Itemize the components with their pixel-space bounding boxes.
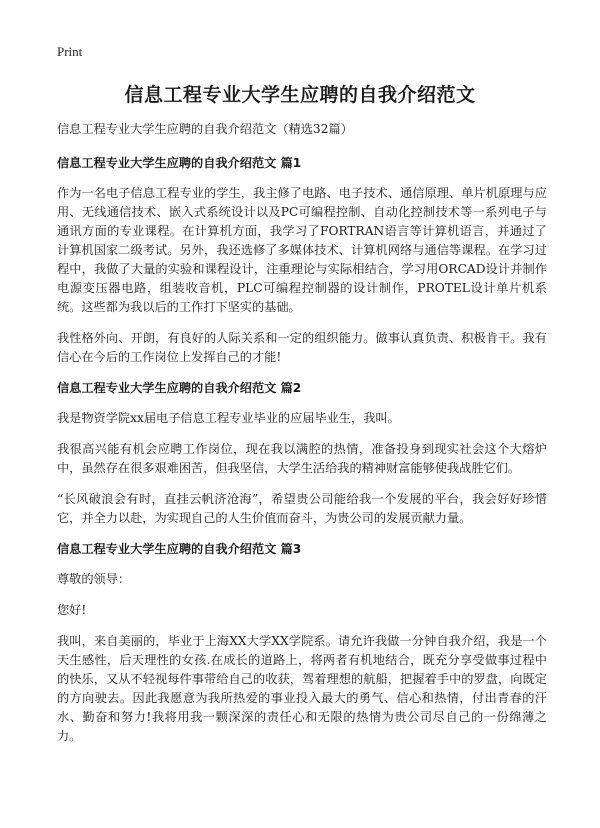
paragraph: 我性格外向、开朗，有良好的人际关系和一定的组织能力。做事认真负责、积极肯干。我有信心在今后的工作岗位上发挥自己的才能! xyxy=(57,331,547,364)
paragraph: 作为一名电子信息工程专业的学生，我主修了电路、电子技术、通信原理、单片机原理与应用、无线通信技术、嵌入式系统设计以及PC可编程控制、自动化控制技术等一系列电子与通讯方面的专业课程。在计算机方面，我学习了FORTRAN语言等计算机语言，并通过了计算机国家二级考试。另外，我还选修了多媒体技术、计算机网络与通信等课程。在学习过程中，我做了大量的实验和课程设计，注重理论与实际相结合，学习用ORCAD设计并制作电源变压器电路，组装收音机，PLC可编程控制器的设计制作，PROTEL设计单片机系统。这些都为我以后的工作打下坚实的基础。 xyxy=(57,186,547,314)
paragraph: 尊敬的领导： xyxy=(57,572,131,586)
paragraph: 我是物资学院xx届电子信息工程专业毕业的应届毕业生，我叫。 xyxy=(57,411,400,425)
print-link[interactable]: Print xyxy=(57,44,83,59)
paragraph: 您好! xyxy=(57,603,87,617)
section-heading-1: 信息工程专业大学生应聘的自我介绍范文 篇1 xyxy=(57,156,302,170)
document-subtitle: 信息工程专业大学生应聘的自我介绍范文（精选32篇） xyxy=(57,122,353,136)
paragraph: 我很高兴能有机会应聘工作岗位，现在我以满腔的热情，准备投身到现实社会这个大熔炉中，虽然存在很多艰难困苦，但我坚信，大学生活给我的精神财富能够使我战胜它们。 xyxy=(57,442,547,475)
document-body xyxy=(57,120,547,758)
page-title: 信息工程专业大学生应聘的自我介绍范文 xyxy=(124,84,476,106)
section-heading-3: 信息工程专业大学生应聘的自我介绍范文 篇3 xyxy=(57,542,302,556)
section-heading-2: 信息工程专业大学生应聘的自我介绍范文 篇2 xyxy=(57,381,302,395)
paragraph: “长风破浪会有时，直挂云帆济沧海”，希望贵公司能给我一个发展的平台，我会好好珍惜它，并全力以赴，为实现自己的人生价值而奋斗，为贵公司的发展贡献力量。 xyxy=(57,492,547,525)
paragraph: 我叫，来自美丽的，毕业于上海XX大学XX学院系。请允许我做一分钟自我介绍，我是一个天生感性，后天理性的女孩.在成长的道路上，将两者有机地结合，既充分享受做事过程中的快乐，又从不轻视每件事带给自己的收获，驾着理想的航船，把握着手中的罗盘，向既定的方向驶去。因此我愿意为我所热爱的事业投入最大的勇气、信心和热情，付出青春的汗水、勤奋和努力!我将用我一颗深深的责任心和无限的热情为贵公司尽自己的一份绵薄之力。 xyxy=(57,634,547,743)
